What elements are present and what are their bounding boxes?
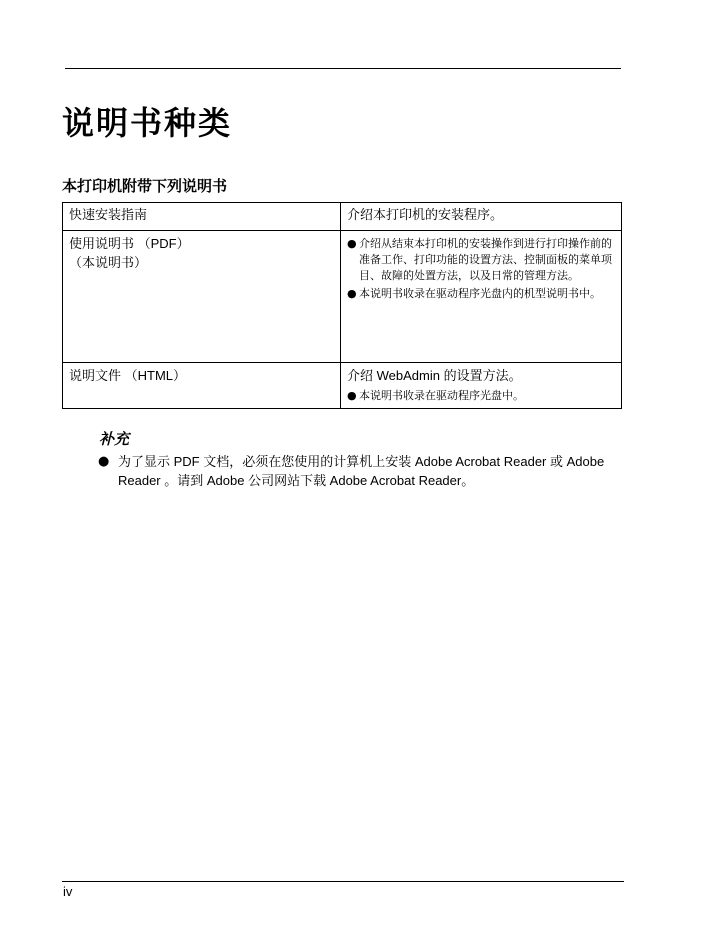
page-number: iv — [63, 884, 73, 899]
header-rule — [65, 68, 621, 69]
manual-name: 快速安装指南 — [69, 208, 148, 223]
manual-desc-cell — [341, 203, 622, 231]
manual-name-cell — [63, 363, 341, 409]
manual-desc-cell — [341, 231, 622, 363]
page-title: 说明书种类 — [62, 104, 233, 142]
bullet-icon: ● — [347, 237, 357, 250]
manuals-table — [62, 202, 622, 409]
desc-bullet-text: 介绍从结束本打印机的安装操作到进行打印操作前的准备工作、打印功能的设置方法、控制面板的菜单项目、故障的处置方法，以及日常的管理方法。 — [359, 237, 612, 282]
bullet-icon: ● — [347, 389, 357, 402]
manual-name: 使用说明书 （PDF） — [69, 236, 190, 251]
manual-name-cell — [63, 231, 341, 363]
table-row — [63, 203, 622, 231]
footer-rule — [62, 881, 624, 882]
desc-bullet-text: 本说明书收录在驱动程序光盘内的机型说明书中。 — [359, 287, 601, 300]
desc-bullet-text: 本说明书收录在驱动程序光盘中。 — [359, 389, 524, 402]
note-title: 补充 — [99, 430, 130, 448]
desc-bullet — [347, 388, 615, 404]
manual-name: 说明文件 （HTML） — [69, 368, 187, 383]
manual-name-note: （本说明书） — [69, 256, 148, 271]
manual-description: 介绍 WebAdmin 的设置方法。 — [347, 368, 522, 383]
bullet-icon: ● — [347, 287, 357, 300]
bullet-icon: ● — [98, 454, 110, 469]
desc-bullet — [347, 236, 615, 284]
table-row — [63, 363, 622, 409]
manual-name-cell — [63, 203, 341, 231]
manual-description: 介绍本打印机的安装程序。 — [347, 208, 504, 223]
note-text: 为了显示 PDF 文档，必须在您使用的计算机上安装 Adobe Acrobat Reader 或 Adobe Reader 。请到 Adobe 公司网站下载 Adobe Acrobat Reader。 — [118, 454, 605, 488]
note-item — [98, 452, 626, 490]
manual-desc-cell — [341, 363, 622, 409]
desc-bullet — [347, 286, 615, 302]
section-heading: 本打印机附带下列说明书 — [62, 177, 228, 195]
table-row — [63, 231, 622, 363]
